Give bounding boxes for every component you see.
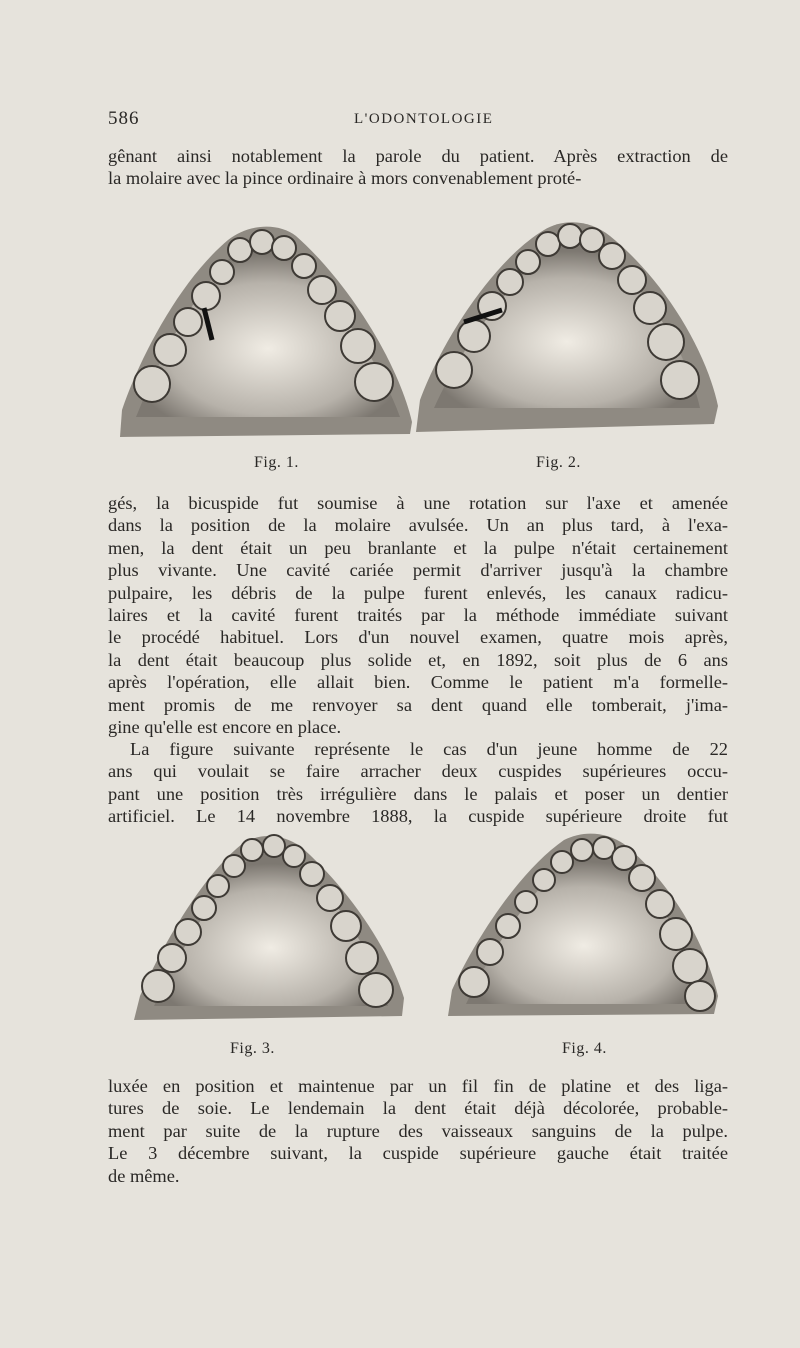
text-line: artificiel. Le 14 novembre 1888, la cuspide supérieure droite fut bbox=[108, 806, 728, 827]
text-line: men, la dent était un peu branlante et la pulpe n'était certainement bbox=[108, 537, 728, 558]
text-line: plus vivante. Une cavité cariée permit d'arriver jusqu'à la chambre bbox=[108, 560, 728, 581]
text-line: dans la position de la molaire avulsée. Un an plus tard, à l'exa- bbox=[108, 515, 728, 536]
text-line: pulpaire, les débris de la pulpe furent enlevés, les canaux radicu- bbox=[108, 582, 728, 603]
figure-4-caption: Fig. 4. bbox=[562, 1040, 607, 1057]
text-line: la dent était beaucoup plus solide et, en 1892, soit plus de 6 ans bbox=[108, 649, 728, 670]
text-line: gênant ainsi notablement la parole du patient. Après extraction de bbox=[108, 146, 728, 166]
figure-2-caption: Fig. 2. bbox=[536, 454, 581, 471]
text-line: luxée en position et maintenue par un fil fin de platine et des liga- bbox=[108, 1076, 728, 1096]
text-line: de même. bbox=[108, 1165, 180, 1186]
text-line: La figure suivante représente le cas d'un jeune homme de 22 bbox=[130, 739, 728, 759]
text-line: le procédé habituel. Lors d'un nouvel examen, quatre mois après, bbox=[108, 627, 728, 648]
figure-2-dental-cast bbox=[414, 210, 722, 436]
text-line: après l'opération, elle allait bien. Comme le patient m'a formelle- bbox=[108, 672, 728, 693]
paragraph-4 bbox=[108, 1075, 728, 1187]
paragraph-1 bbox=[108, 145, 728, 190]
figure-3-caption: Fig. 3. bbox=[230, 1040, 275, 1057]
figure-3-dental-cast bbox=[132, 826, 408, 1022]
page-number: 586 bbox=[108, 108, 140, 129]
figure-1-dental-cast bbox=[118, 212, 414, 440]
figure-1-caption: Fig. 1. bbox=[254, 454, 299, 471]
text-line: Le 3 décembre suivant, la cuspide supérieure gauche était traitée bbox=[108, 1143, 728, 1164]
figure-4-dental-cast bbox=[446, 826, 722, 1018]
text-line: gine qu'elle est encore en place. bbox=[108, 717, 342, 738]
text-line: tures de soie. Le lendemain la dent était déjà décolorée, probable- bbox=[108, 1098, 728, 1119]
paragraph-2 bbox=[108, 492, 728, 738]
text-line: laires et la cavité furent traités par la méthode immédiate suivant bbox=[108, 605, 728, 626]
text-line: ment par suite de la rupture des vaisseaux sanguins de la pulpe. bbox=[108, 1120, 728, 1141]
text-line: la molaire avec la pince ordinaire à mors convenablement proté- bbox=[108, 168, 582, 189]
text-line: gés, la bicuspide fut soumise à une rotation sur l'axe et amenée bbox=[108, 493, 728, 513]
text-line: ment promis de me renvoyer sa dent quand elle tomberait, j'ima- bbox=[108, 694, 728, 715]
page-header bbox=[108, 108, 728, 132]
running-title: L'ODONTOLOGIE bbox=[354, 111, 494, 127]
text-line: pant une position très irrégulière dans le palais et poser un dentier bbox=[108, 783, 728, 804]
paragraph-3 bbox=[108, 738, 728, 828]
text-line: ans qui voulait se faire arracher deux cuspides supérieures occu- bbox=[108, 761, 728, 782]
